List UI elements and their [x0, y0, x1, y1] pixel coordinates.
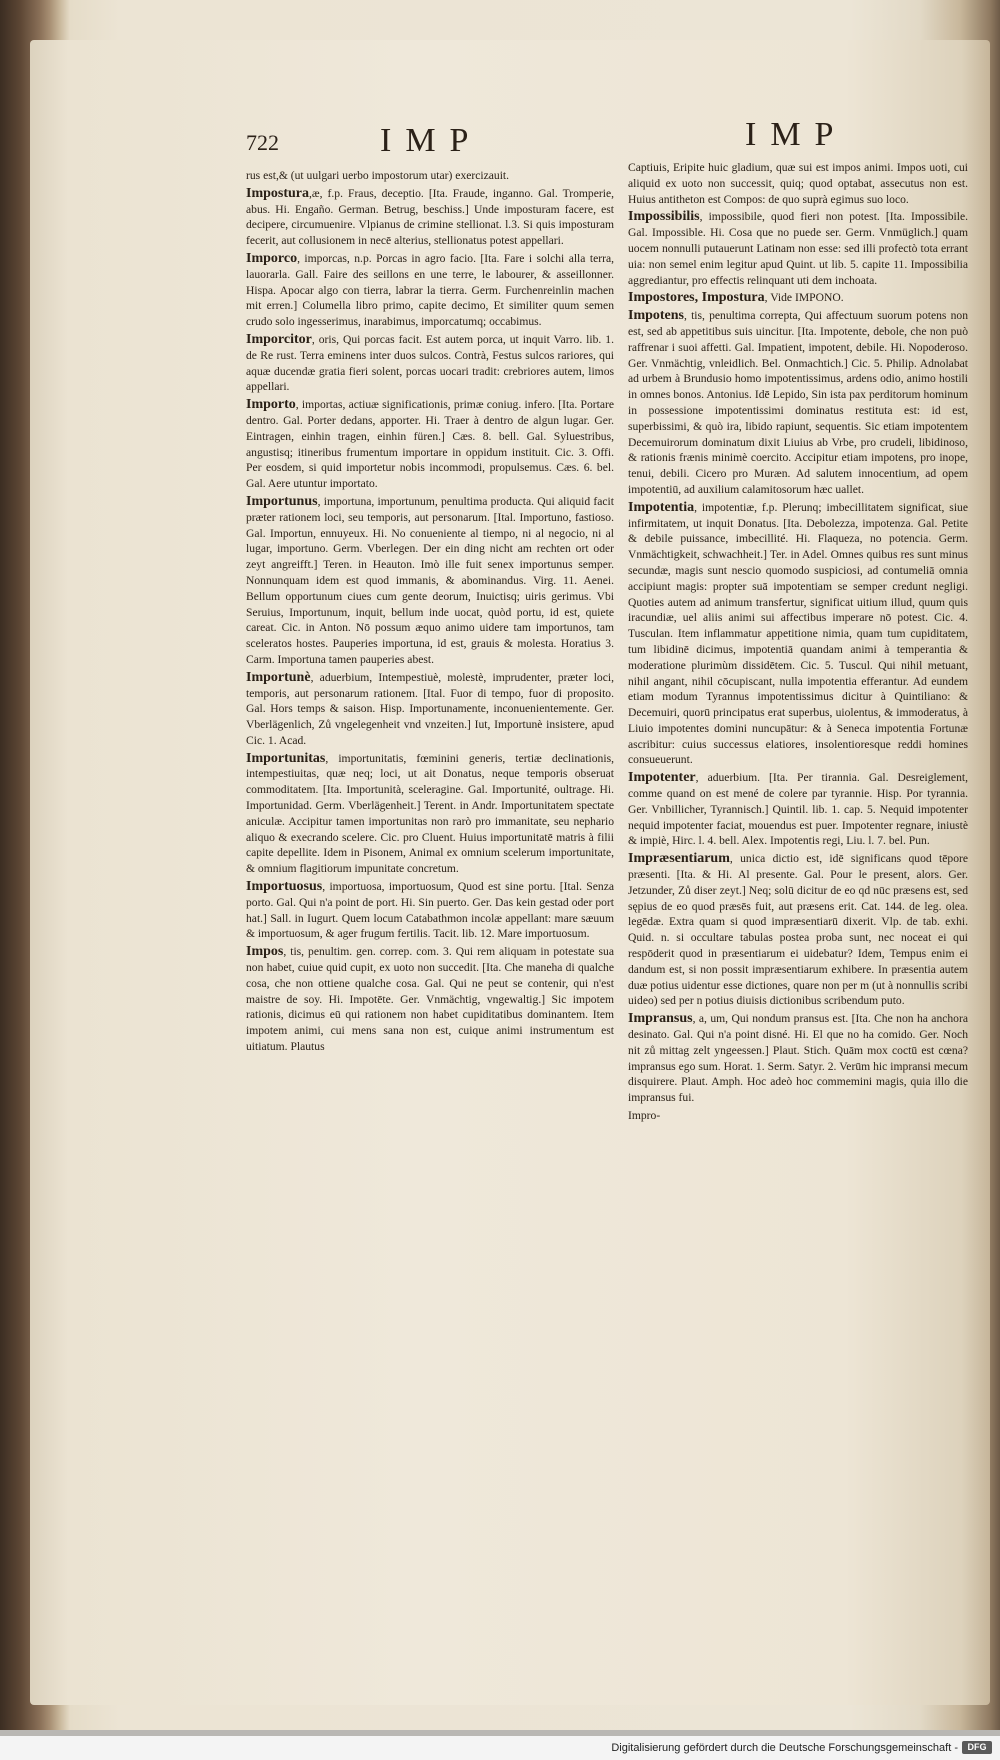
- entry-text: , a, um, Qui nondum pransus est. [Ita. Che non ha anchora desinato. Gal. Qui n'a point disné. Hi. El que no ha comido. Ger. Noch nit zů mittag zelt yngeessen.] Plaut. Stich. Quām mox coctū est cœna? impransus ego sum. Horat. 1. Serm. Satyr. 2. Verūm hic impransi mecum disquirere. Plaut. Amph. Hoc adeò hoc commemini magis, quia illo die impransus fui.: [628, 1012, 968, 1105]
- entry-text: , importas, actiuæ significationis, primæ coniug. infero. [Ita. Portare dentro. Gal. Porter dedans, apporter. Hi. Traer à dentro de algun lugar. Ger. Eintragen, einhin tragen, einhin füren.] Cæs. 8. bell. Gal. Syluestribus, angustisq; itineribus frumentum importare in oppidum instituit. Cic. 3. Offi. Per eosdem, si quid importetur nobis incommodi, propulsemus. Cæs. 6. bel. Gal. Aere utuntur importato.: [246, 398, 614, 491]
- dictionary-entry: [246, 332, 614, 395]
- dictionary-entry: [628, 1011, 968, 1106]
- entry-text: Captiuis, Eripite huic gladium, quæ sui est impos animi. Impos uoti, cui aliquid ex uoto non successit, quiq; quod optabat, assecutus non est. Huius antitheton est Compos: de quo suprà egimus suo loco.: [628, 161, 968, 206]
- entry-headword: Impotens: [628, 308, 685, 324]
- entry-headword: Imporco: [246, 250, 298, 266]
- entry-headword: Impostura: [246, 185, 310, 201]
- left-column: [246, 168, 614, 1057]
- dfg-logo: DFG: [962, 1741, 992, 1754]
- entry-text: , Vide IMPONO.: [764, 291, 844, 305]
- dictionary-entry: [246, 494, 614, 668]
- entry-headword: Importo: [246, 397, 296, 413]
- right-column: [628, 160, 968, 1126]
- entry-headword: Impræsentiarum: [628, 851, 730, 867]
- dictionary-entry: [246, 944, 614, 1055]
- entry-text: , tis, penultima correpta, Qui affectuum suorum potens non est, sed ab appetitibus suis uincitur. [Ita. Impotente, debole, che non può raffrenar i suoi affetti. Gal. Impatient, impotent, debile. Hi. Nopoderoso. Ger. Vnmächtig, vnleidlich. Bel. Onmachtich.] Cic. 5. Philip. Adnolabat ad urbem à Brundusio homo impotentissimus, ardens odio, animo hostili in omnes bonos. Antonius. Idē Lepido, Sin ista pax perditorum hominum in possessione impotentissimi dominatus restituta est: id est, superbissimi, & quò ira, libido rapiunt, sequentis. Sic etiam impotentem Decemuirorum dominatum dixit Liuius ab Vrbe, pro crudeli, libidinoso, & rationis frænis minimè coercito. Accipitur etiam impotens, pro inope, tenui, debili. Cicero pro Muræn. Ad salutem innocentium, ad opem impotentiū, ad auxilium calamitosorum hæc uallet.: [628, 309, 968, 496]
- dictionary-entry: [628, 160, 968, 207]
- dictionary-entry: [246, 879, 614, 942]
- entry-headword: Impransus: [628, 1011, 693, 1027]
- footer-credit-text: Digitalisierung gefördert durch die Deutsche Forschungsgemeinschaft -: [611, 1742, 958, 1754]
- entry-text: , aduerbium, Intempestiuè, molestè, imprudenter, præter loci, temporis, aut personarum rationem. [Ital. Fuor di tempo, fuor di proposito. Gal. Hors temps & saison. Hisp. Importunamente, inconuenientemente. Ger. Vberlägenlich, Zů vngelegenheit vnd vnzeiten.] Iut, Importunè insistere, apud Cic. 1. Acad.: [246, 670, 614, 747]
- dictionary-entry: [246, 670, 614, 749]
- entry-text: , unica dictio est, idē significans quod tēpore præsenti. [Ita. & Hi. Al presente. Gal. Pour le present, alors. Ger. Jetzunder, Zů diser zeyt.] Neq; solū dicitur de eo qd nūc præsens est, sed sępius de eo quod præsēs fuit, aut præsens erit. Cat. 144. de leg. olea. legēdæ. Extra quam si quod impræsentiarū dixerit. Vlp. de tab. exhi. Quid. n. si occultare tabulas postea proba sunt, nec noceat ei qui respōderit quod in præsentiarum ei uidebatur? Idem, Tempus enim ei dandum est, si non possit impræsentiarum exhibere. In præsentia autem duæ potius uidentur esse dictiones, quare non per m (ut à nonnullis scribi uideo) sed per n potius diuisis dictionibus scribendum puto.: [628, 852, 968, 1008]
- dictionary-entry: [246, 186, 614, 249]
- entry-headword: Importuosus: [246, 879, 323, 895]
- entry-text: , imporcas, n.p. Porcas in agro facio. [Ita. Fare i solchi alla terra, lauorarla. Gall. Faire des seillons en une terre, le labourer, & asseillonner. Hispa. Apocar algo con tierra, labrar la tierra. Germ. Furchenreinlin machen mit erren.] Columella libro primo, capite decimo, Et similiter quum semen crudo solo ingesserimus, inarabimus, imporcatumq; occabimus.: [246, 251, 614, 329]
- entry-headword: Impotentia: [628, 499, 695, 515]
- dictionary-entry: [246, 168, 614, 184]
- entry-text: Impro-: [628, 1109, 661, 1123]
- dictionary-entry: [628, 851, 968, 1009]
- entry-text: , tis, penultim. gen. correp. com. 3. Qui rem aliquam in potestate sua non habet, cuiue quid cupit, ex uoto non succedit. [Ita. Che maneha di qualche cosa, che non ottiene qualche cosa. Gal. Qui ne peut se contenir, qui n'est maistre de soy. Hi. Impotēte. Ger. Vnmächtig, vngewaltig.] Sic impotem rationis, dicimus eū qui rationem non habet cupiditatibus dominantem. Item impotem animi, cui mens sana non est, cuique animi instrumentum est uitiatum. Plautus: [246, 945, 614, 1054]
- entry-headword: Imporcitor: [246, 331, 312, 347]
- entry-headword: Importunus: [246, 493, 318, 509]
- digitization-footer: [0, 1736, 1000, 1760]
- entry-text: rus est,& (ut uulgari uerbo impostorum utar) exercizauit.: [246, 169, 510, 182]
- dictionary-entry: [628, 290, 968, 306]
- dictionary-entry: [628, 1108, 968, 1124]
- running-head-left: IMP: [380, 122, 483, 159]
- entry-text: , importunitatis, fœminini generis, tertiæ declinationis, intempestiuitas, quæ neq; loci, ut ait Donatus, neque temporis obseruat commoditatem. [Ita. Importunità, sceleragine. Gal. Importunité, oultrage. Hi. Importunidad. Germ. Vberlägenheit.] Terent. in Andr. Importunitatem spectate aniculæ. Accipitur tamen importunitas non rarò pro immanitate, seu nephario aliquo & execrando scelere. Cic. pro Cluent. Huius importunitatē matris à filii capite depellite. Idem in Pisonem, Animal ex omnium scelerum importunitate, & omnium flagitiorum impunitate concretum.: [246, 751, 614, 876]
- entry-text: ,æ, f.p. Fraus, deceptio. [Ita. Fraude, inganno. Gal. Tromperie, abus. Hi. Engaño. German. Betrug, beschiss.] Unde imposturam facere, est decipere, circumuenire. Vlpianus de crimine stellionat. l.3. Si quis imposturam fecerit, aut collusionem in necē alterius, stellionatus potest appellari.: [246, 186, 614, 248]
- entry-headword: Importunitas: [246, 750, 326, 766]
- dictionary-entry: [628, 209, 968, 288]
- entry-text: , impossibile, quod fieri non potest. [Ita. Impossibile. Gal. Impossible. Hi. Cosa que no puede ser. Germ. Vnmüglich.] quam uocem nonnulli putauerunt Latinam non esse: sed illi profectò tota errant uia: non semel enim legitur apud Quint. ut lib. 5. capite 11. Impossibilia aggrediantur, pro effectis relinquant uti dem inchoata.: [628, 210, 968, 287]
- dictionary-entry: [628, 308, 968, 498]
- entry-text: , aduerbium. [Ita. Per tirannia. Gal. Desreiglement, comme quand on est mené de colere par tyrannie. Hisp. Por tyrannia. Ger. Vnbillicher, Tyrannisch.] Quintil. lib. 1. cap. 5. Nequid impotenter nequid impotenter faciat, mouendus est puer. Impotenter regnare, iniustè & impiè, Hirc. l. 4. bell. Alex. Impotentis regi, Liu. l. 7. bel. Pun.: [628, 771, 968, 848]
- dictionary-entry: [628, 770, 968, 849]
- dictionary-entry: [246, 397, 614, 492]
- entry-text: , oris, Qui porcas facit. Est autem porca, ut inquit Varro. lib. 1. de Re rust. Terra eminens inter duos sulcos. Contrà, Festus sulcos rariores, qui aquæ ducendæ gratia fieri solent, porcas uocari tradit: crebriores autem, limos appellari.: [246, 332, 614, 394]
- running-head-right: IMP: [745, 116, 848, 153]
- entry-text: , impotentiæ, f.p. Plerunq; imbecillitatem significat, siue infirmitatem, ut inquit Donatus. [Ita. Debolezza, impotenza. Gal. Petite & debile puissance, imbecillité. Hi. Flaqueza, no potencia. Germ. Vnmächtigkeit, schwachheit.] Ter. in Adel. Omnes quibus res sunt minus secundæ, magis sunt nescio quomodo suspiciosi, ad contumeliā omnia accipiunt magis: propter suā impotentiam se semper credunt negligi. Quoties autem ad animum transfertur, significat uitium illud, quum quis iracundiæ, uel aliis animi sui affectibus imperare nō potest. Cic. 4. Tusculan. Item inflammatur appetitione nimia, quam tum cupiditatem, tum libidinē dicimus, impotentiā quandam animi à temperantia & moderatione plurimùm dissidētem. Cic. 5. Tuscul. Qui nihil metuant, nihil angant, nihil cōcupiscant, nulla impotentia efferantur. Ad eundem etiam modum Tyrannus impotentissimus dicitur à Quintiliano: & Decemuiri, quorū principatus erat superbus, uiolentus, & immoderatus, à Liuio impotentes domini nuncupātur: & à Seneca impotentia Fortunæ ascribitur: cuius successus elatiores, insolentioresque reddi homines consueuerunt.: [628, 500, 968, 767]
- dictionary-entry: [628, 500, 968, 769]
- entry-headword: Impostores, Impostura: [628, 290, 765, 306]
- page-number: 722: [246, 130, 279, 155]
- entry-text: , importuosa, importuosum, Quod est sine portu. [Ital. Senza porto. Gal. Qui n'a point de port. Hi. Sin puerto. Ger. Das kein gestad oder port hat.] Sall. in Iugurt. Quem locum Catabathmon incolæ appellant: mare sæuum & importuosum, & ager frugum fertilis. Tacit. lib. 12. Mare importuosum.: [246, 880, 614, 941]
- entry-headword: Impossibilis: [628, 209, 700, 225]
- entry-headword: Impotenter: [628, 770, 696, 786]
- dictionary-entry: [246, 251, 614, 330]
- entry-text: , importuna, importunum, penultima producta. Qui aliquid facit præter rationem loci, seu temporis, aut personarum. [Ital. Importuno, fastioso. Gal. Importun, ennuyeux. Hi. No conueniente al tiempo, ni al negocio, ni al lugar, importuno. Germ. Vberlegen. Der ein ding nicht am rechten ort oder zeyt angreifft.] Teren. in Heauton. Imò ille fuit senex importunus semper. Nonnunquam idem est quod immanis, & abominandus. Virg. 11. Aenei. Bellum opportunum ciues cum gente deorum, Inuictisq; uiris gerimus. Vbi Seruius, Importunum, inquit, bellum inde uocat, quòd portu, id est, quiete careat. Cic. in Anton. Nō possum æquo animo uidere tam importunos, tam sceleratos hostes. Pauperies importuna, id est, grauis & molesta. Horatius 3. Carm. Importuna tamen pauperies abest.: [246, 494, 614, 666]
- entry-headword: Importunè: [246, 669, 311, 685]
- dictionary-entry: [246, 751, 614, 877]
- entry-headword: Impos: [246, 944, 284, 960]
